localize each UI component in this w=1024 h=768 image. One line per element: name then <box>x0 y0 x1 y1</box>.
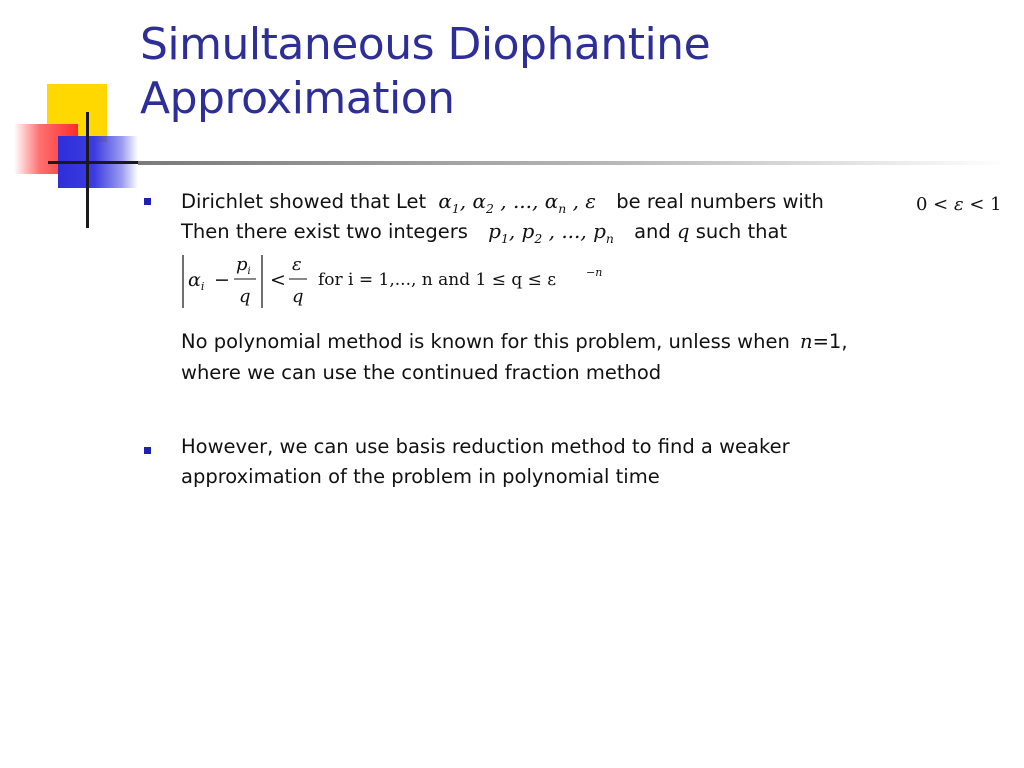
bullet2-line1: However, we can use basis reduction method to find a weaker <box>181 435 790 458</box>
formula-conditions: for i = 1,..., n and 1 ≤ q ≤ ε <box>318 270 557 290</box>
bullet1-text-c: Then there exist two integers <box>181 220 468 243</box>
math-alpha-list: $\alpha_1$, $\alpha_2$ , ..., $\alpha_n$ , ε <box>438 189 597 216</box>
bullet-marker-1 <box>144 198 151 205</box>
note-text-b: =1, <box>812 330 848 353</box>
slide-title <box>140 18 710 126</box>
alpha-i: $\alpha_i$ <box>188 269 205 293</box>
math-epsilon-condition: 0 < ε < 1 <box>916 194 1002 215</box>
math-p-list: $p_1$, $p_2$ , ..., $p_n$ <box>488 219 614 246</box>
bullet1-line1 <box>181 186 824 217</box>
frac-num-p: $p_i$ <box>236 254 251 277</box>
decor-horizontal-line <box>48 161 138 164</box>
note-line1 <box>181 327 848 357</box>
frac-num-eps: ε <box>292 254 302 275</box>
frac-den-q2: q <box>292 286 304 307</box>
inequality-svg <box>178 252 618 310</box>
bullet2-line2: approximation of the problem in polynomial time <box>181 465 660 488</box>
math-q: q <box>677 220 690 243</box>
formula-exponent: −n <box>586 266 603 279</box>
math-n: n <box>800 330 813 353</box>
less-than: < <box>270 269 286 291</box>
bullet1-text-e: such that <box>695 220 788 243</box>
slide-title-line2: Approximation <box>140 73 455 124</box>
bullet1-line2 <box>181 216 787 247</box>
title-underline <box>138 161 1008 165</box>
bullet1-text-b: be real numbers with <box>616 190 824 213</box>
slide-title-line1: Simultaneous Diophantine <box>140 19 711 70</box>
frac-den-q: q <box>239 286 251 307</box>
dirichlet-inequality <box>178 252 618 314</box>
decor-vertical-line <box>86 112 89 228</box>
bullet1-text-d: and <box>634 220 671 243</box>
bullet1-text-a: Dirichlet showed that Let <box>181 190 427 213</box>
bullet-marker-2 <box>144 447 151 454</box>
minus-sign: − <box>214 269 230 291</box>
note-text-a: No polynomial method is known for this problem, unless when <box>181 330 790 353</box>
note-line2: where we can use the continued fraction method <box>181 361 662 384</box>
